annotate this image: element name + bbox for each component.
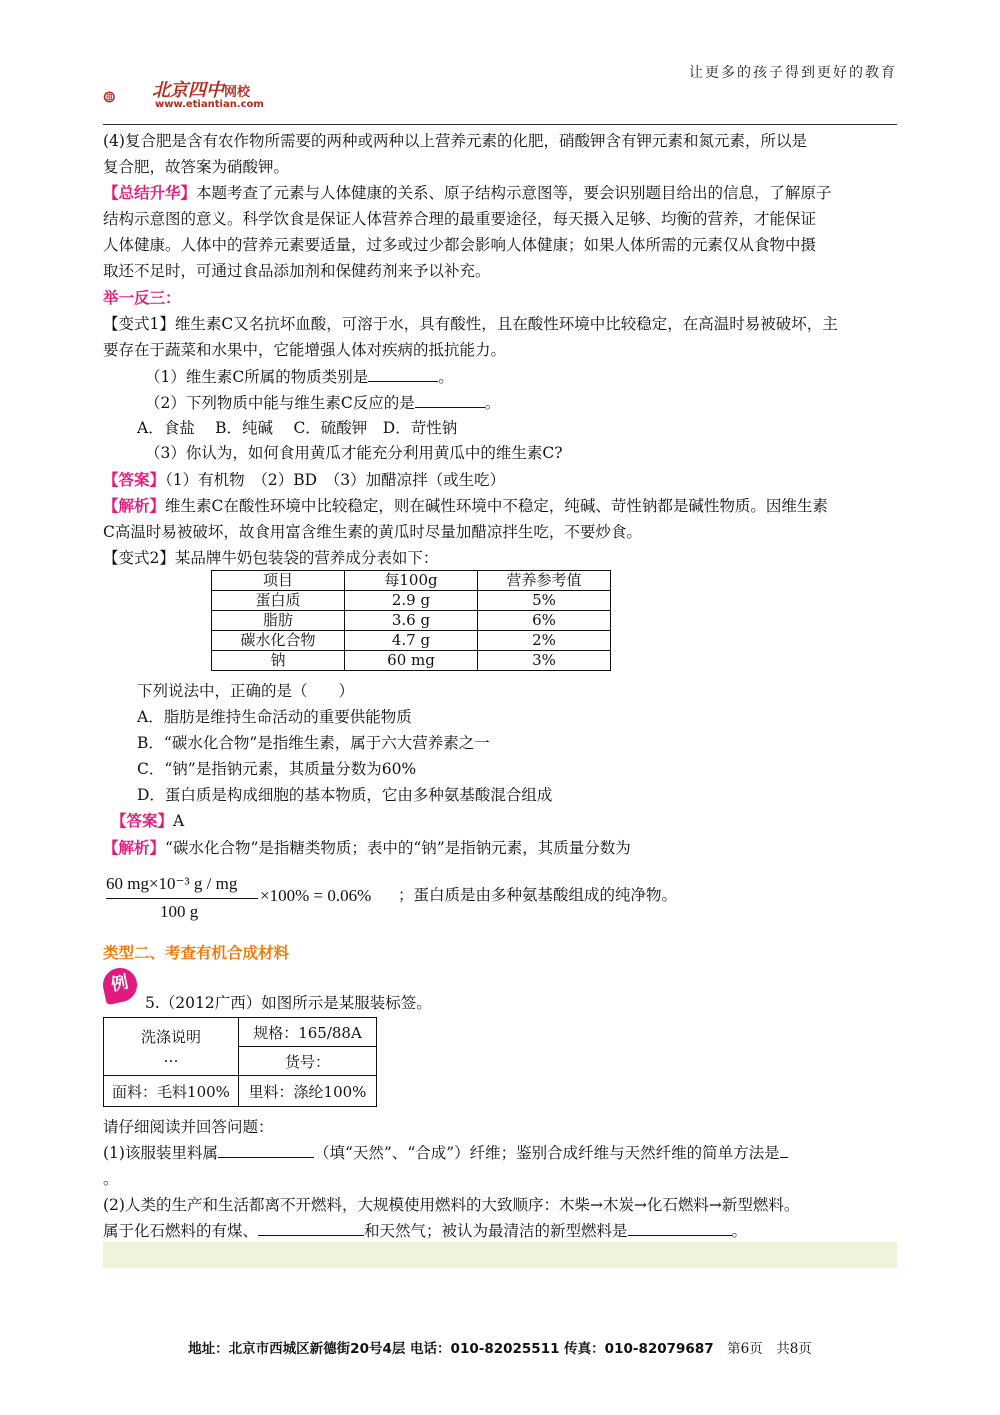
answer-blank [218,1143,314,1158]
question-5-instruction: 请仔细阅读并回答问题： [103,1118,274,1136]
answer-blank [780,1143,788,1158]
variant-1-explanation-1: 【解析】维生素C在酸性环境中比较稳定，则在碱性环境中不稳定，纯碱、苛性钠都是碱性物质。因维生素 [103,496,828,515]
table-cell: 蛋白质 [212,591,345,611]
variant-1-options: A．食盐 B．纯碱 C．硫酸钾 D．苛性钠 [137,419,458,437]
variant-2-option-b: B．“碳水化合物”是指维生素，属于六大营养素之一 [137,734,490,752]
table-row [212,651,611,671]
variant-1-explanation-2: C高温时易被破坏，故食用富含维生素的黄瓜时尽量加醋凉拌生吃，不要炒食。 [103,523,642,541]
label-number-cell: 货号： [239,1047,377,1076]
logo-name: 北京四中网校 [152,80,251,101]
variant-1-line-2: 要存在于蔬菜和水果中，它能增强人体对疾病的抵抗能力。 [103,341,507,359]
question-5-part-2-line-2: 属于化石燃料的有煤、 和天然气；被认为最清洁的新型燃料是 。 [103,1222,748,1240]
answer-4-line-2: 复合肥，故答案为硝酸钾。 [103,158,290,176]
header-tagline: 让更多的孩子得到更好的教育 [689,65,897,81]
table-cell: 4.7 g [345,631,478,651]
practice-title: 举一反三： [103,288,181,307]
table-cell: 3% [478,651,611,671]
explanation-tag: 【解析】 [103,838,166,857]
table-cell: 6% [478,611,611,631]
table-cell: 5% [478,591,611,611]
summary-line-4: 取还不足时，可通过食品添加剂和保健药剂来予以补充。 [103,262,491,280]
answer-blank [415,393,485,408]
nutrition-table [211,570,611,671]
summary-line-1: 【总结升华】本题考查了元素与人体健康的关系、原子结构示意图等，要会识别题目给出的信息，了解原子 [103,183,832,202]
footer-address: 地址：北京市西城区新德街20号4层 电话：010-82025511 传真：010-82079687 [188,1341,714,1357]
table-row [212,631,611,651]
variant-2-answer: 【答案】A [111,811,185,830]
fraction-result: ×100% = 0.06% [260,886,372,905]
question-5-part-2-line-1: (2)人类的生产和生活都离不开燃料，大规模使用燃料的大致顺序：木柴→木炭→化石燃料→新型燃料。 [103,1196,800,1214]
logo-name-suffix: 网校 [224,85,251,100]
table-row [212,611,611,631]
variant-2-option-c: C．“钠”是指钠元素，其质量分数为60% [137,760,417,778]
table-cell: 2% [478,631,611,651]
page-footer [0,1337,1000,1357]
answer-4-line-1: (4)复合肥是含有农作物所需要的两种或两种以上营养元素的化肥，硝酸钾含有钾元素和氮元素，所以是 [103,132,807,150]
table-header-cell: 每100g [345,571,478,591]
footer-page-number: 第6页 共8页 [727,1341,812,1357]
variant-1-answer: 【答案】（1）有机物 （2）BD （3）加醋凉拌（或生吃） [103,470,506,489]
question-5-part-1: (1)该服装里料属 （填“天然”、“合成”）纤维；鉴别合成纤维与天然纤维的简单方法是 [103,1143,788,1163]
section-title-type-2: 类型二、考查有机合成材料 [103,944,290,962]
header-divider [103,124,897,125]
label-wash-cell [104,1018,239,1076]
summary-tag: 【总结升华】 [103,183,197,202]
table-cell: 2.9 g [345,591,478,611]
question-5-part-1-end: 。 [103,1170,119,1188]
logo-url: www.etiantian.com [155,99,264,110]
school-logo-icon [103,72,153,122]
clothing-label-table [103,1017,377,1107]
answer-blank [628,1221,732,1236]
variant-1-question-3: （3）你认为，如何食用黄瓜才能充分利用黄瓜中的维生素C? [145,444,563,462]
table-cell: 碳水化合物 [212,631,345,651]
variant-2-option-a: A．脂肪是维持生命活动的重要供能物质 [137,708,412,726]
variant-1-line-1: 【变式1】维生素C又名抗坏血酸，可溶于水，具有酸性，且在酸性环境中比较稳定，在高温时易被破坏，主 [103,315,838,333]
table-cell: 脂肪 [212,611,345,631]
variant-2-line-1: 【变式2】某品牌牛奶包装袋的营养成分表如下： [103,549,439,567]
variant-2-explanation-1: 【解析】“碳水化合物”是指糖类物质；表中的“钠”是指钠元素，其质量分数为 [103,838,631,857]
table-cell: 钠 [212,651,345,671]
label-lining-cell: 里料：涤纶100% [239,1076,377,1107]
answer-blank [258,1221,364,1236]
question-5-stem: 5.（2012广西）如图所示是某服装标签。 [145,994,432,1012]
table-row [212,591,611,611]
variant-2-explanation-2: ；蛋白质是由多种氨基酸组成的纯净物。 [398,886,678,904]
table-header-cell: 项目 [212,571,345,591]
answer-blank [368,367,438,382]
summary-line-2: 结构示意图的意义。科学饮食是保证人体营养合理的最重要途径，每天摄入足够、均衡的营养，才能保证 [103,210,817,228]
label-face-cell: 面料：毛料100% [104,1076,239,1107]
variant-2-question: 下列说法中，正确的是（ ） [137,682,355,700]
example-badge-icon: 例 [100,965,140,1005]
summary-line-3: 人体健康。人体中的营养元素要适量，过多或过少都会影响人体健康；如果人体所需的元素仅从食物中摄 [103,236,817,254]
variant-2-option-d: D．蛋白质是构成细胞的基本物质，它由多种氨基酸混合组成 [137,786,553,804]
fraction-numerator: 60 mg×10⁻³ g / mg [106,874,238,893]
explanation-tag: 【解析】 [103,496,166,515]
table-header-row [212,571,611,591]
answer-area-band [103,1242,897,1268]
variant-1-question-1: （1）维生素C所属的物质类别是 。 [145,368,454,386]
answer-tag: 【答案】 [111,811,174,830]
table-header-cell: 营养参考值 [478,571,611,591]
fraction-denominator: 100 g [160,902,199,921]
label-spec-cell: 规格：165/88A [239,1018,377,1047]
table-cell: 60 mg [345,651,478,671]
label-wash-text: 洗涤说明 [140,1027,201,1046]
variant-1-question-2: （2）下列物质中能与维生素C反应的是 。 [145,394,501,412]
answer-tag: 【答案】 [103,470,166,489]
fraction-bar [106,898,258,899]
table-cell: 3.6 g [345,611,478,631]
label-dots: … [163,1047,179,1066]
